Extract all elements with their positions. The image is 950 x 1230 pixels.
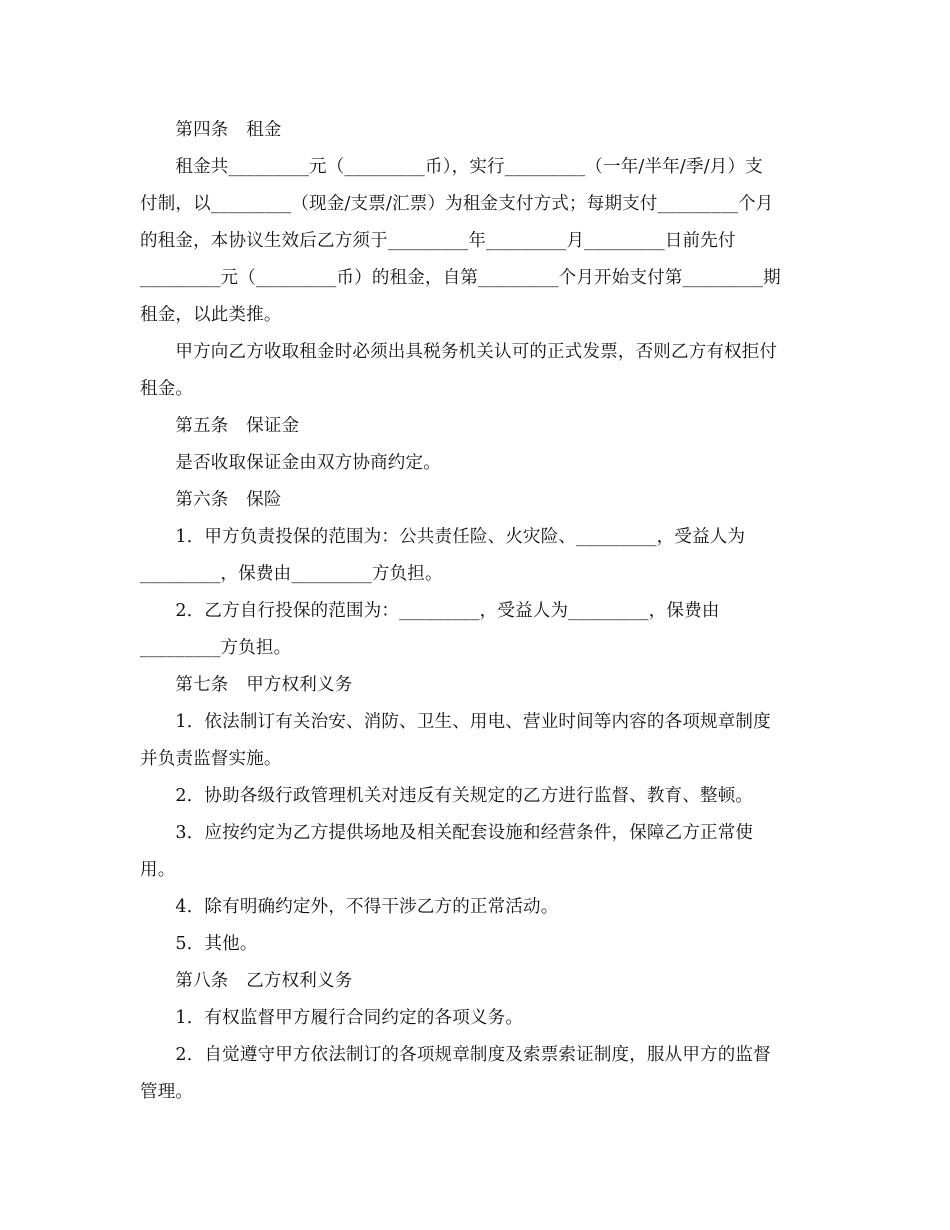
article-7-item-1-line-2: 并负责监督实施。 (140, 749, 282, 769)
article-4-invoice-line-1: 甲方向乙方收取租金时必须出具税务机关认可的正式发票，否则乙方有权拒付 (140, 342, 778, 362)
article-4-invoice-line-2: 租金。 (140, 379, 194, 399)
article-8-item-1: 1．有权监督甲方履行合同约定的各项义务。 (140, 1008, 524, 1028)
article-7-heading: 第七条 甲方权利义务 (140, 675, 353, 695)
article-8-heading: 第八条 乙方权利义务 (140, 971, 353, 991)
article-8-item-2-line-1: 2．自觉遵守甲方依法制订的各项规章制度及索票索证制度，服从甲方的监督 (140, 1045, 771, 1065)
article-4-rent-line-1: 租金共_________元（_________币），实行_________（一年/半年/季/月）支 (140, 157, 763, 177)
article-8-item-2-line-2: 管理。 (140, 1082, 194, 1102)
article-4-rent-line-4: _________元（_________币）的租金，自第_________个月开始支付第_________期 (140, 268, 781, 288)
article-6-item-2-line-1: 2．乙方自行投保的范围为：_________，受益人为_________，保费由 (140, 601, 720, 621)
article-5-deposit-text: 是否收取保证金由双方协商约定。 (140, 453, 441, 473)
article-4-heading: 第四条 租金 (140, 120, 282, 140)
article-4-rent-line-5: 租金，以此类推。 (140, 305, 282, 325)
article-7-item-3-line-2: 用。 (140, 860, 176, 880)
article-4-rent-line-3: 的租金，本协议生效后乙方须于_________年_________月_________日前先付 (140, 231, 736, 251)
article-7-item-5: 5．其他。 (140, 934, 258, 954)
article-7-item-2: 2．协助各级行政管理机关对违反有关规定的乙方进行监督、教育、整顿。 (140, 786, 754, 806)
article-5-heading: 第五条 保证金 (140, 416, 300, 436)
article-7-item-4: 4．除有明确约定外，不得干涉乙方的正常活动。 (140, 897, 559, 917)
article-4-rent-line-2: 付制，以_________（现金/支票/汇票）为租金支付方式；每期支付_________个月 (140, 194, 774, 214)
article-6-heading: 第六条 保险 (140, 490, 282, 510)
article-6-item-1-line-1: 1．甲方负责投保的范围为：公共责任险、火灾险、_________，受益人为 (140, 527, 746, 547)
article-7-item-1-line-1: 1．依法制订有关治安、消防、卫生、用电、营业时间等内容的各项规章制度 (140, 712, 771, 732)
article-6-item-2-line-2: _________方负担。 (140, 638, 292, 658)
article-6-item-1-line-2: _________，保费由_________方负担。 (140, 564, 443, 584)
article-7-item-3-line-1: 3．应按约定为乙方提供场地及相关配套设施和经营条件，保障乙方正常使 (140, 823, 754, 843)
